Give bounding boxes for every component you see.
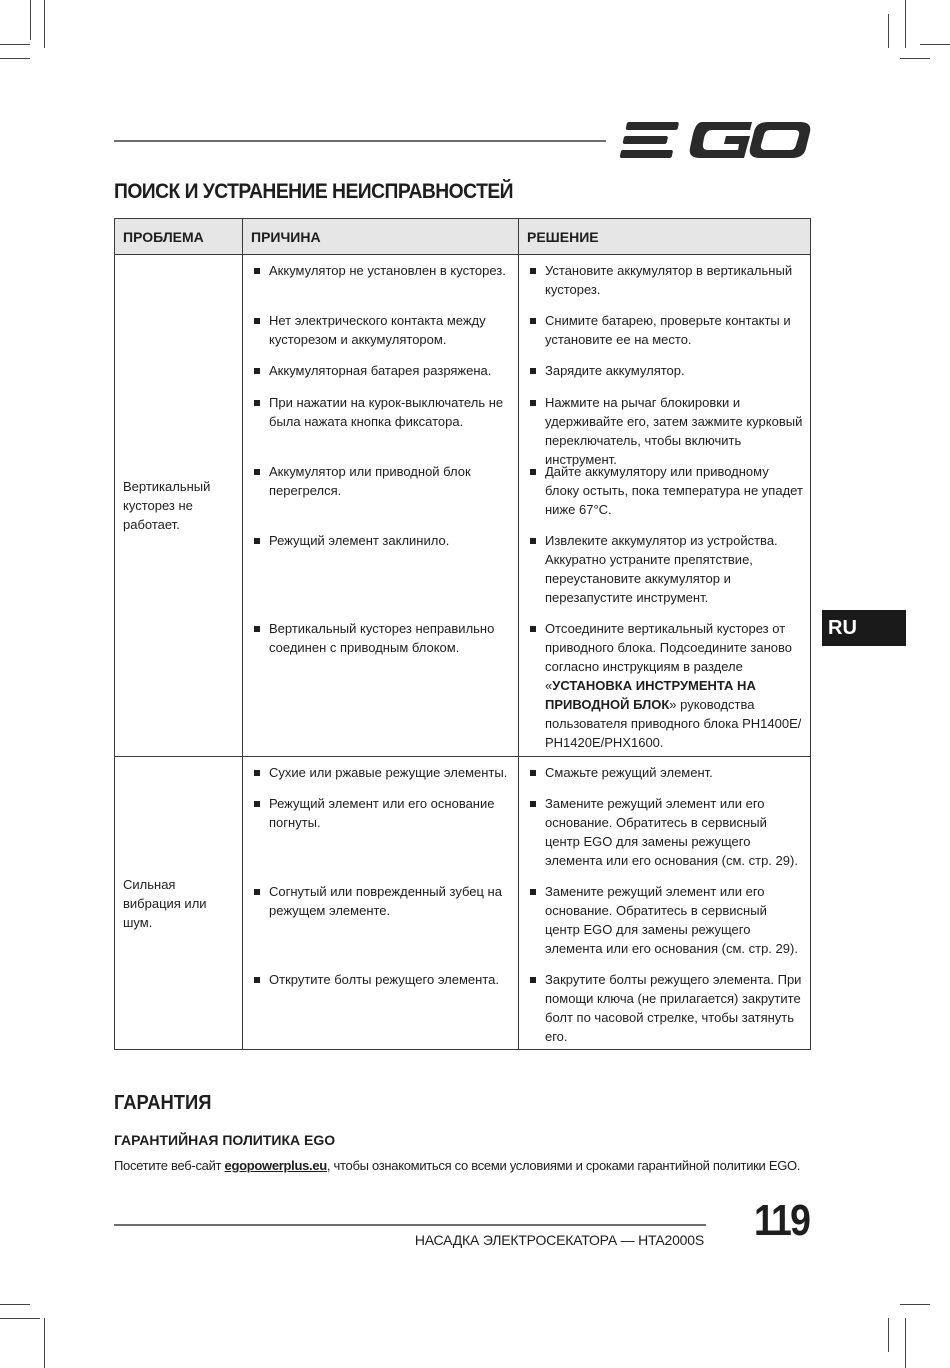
- bullet-icon: [530, 400, 536, 406]
- list-item: Снимите батарею, проверьте контакты и установите ее на место.: [519, 305, 810, 355]
- crop-mark: [0, 1304, 30, 1305]
- list-item: Зарядите аккумулятор.: [519, 355, 810, 387]
- bullet-icon: [254, 770, 260, 776]
- bullet-icon: [254, 889, 260, 895]
- bullet-icon: [254, 626, 260, 632]
- bullet-icon: [530, 268, 536, 274]
- cause-cell: [243, 757, 519, 1050]
- list-item: Режущий элемент заклинило.: [243, 525, 518, 613]
- bullet-icon: [530, 626, 536, 632]
- crop-mark: [0, 58, 30, 59]
- solution-cell: [519, 255, 811, 757]
- header-rule: [114, 140, 606, 142]
- header-solution: РЕШЕНИЕ: [519, 219, 811, 255]
- table-row: [115, 255, 811, 757]
- header-problem: ПРОБЛЕМА: [115, 219, 243, 255]
- language-tab: RU: [822, 610, 906, 646]
- solution-cell: [519, 757, 811, 1050]
- warranty-subtitle: ГАРАНТИЙНАЯ ПОЛИТИКА EGO: [114, 1132, 336, 1148]
- warranty-text: Посетите веб-сайт egopowerplus.eu, чтобы ознакомиться со всеми условиями и сроками гарантийной политики EGO.: [114, 1158, 801, 1173]
- bullet-icon: [530, 801, 536, 807]
- list-item: Извлеките аккумулятор из устройства. Аккуратно устраните препятствие, переустановите аккумулятор и перезапустите инструмент.: [519, 525, 810, 613]
- bullet-icon: [254, 801, 260, 807]
- list-item: Сухие или ржавые режущие элементы.: [243, 757, 518, 788]
- crop-mark: [44, 1318, 45, 1368]
- website-link[interactable]: egopowerplus.eu: [224, 1158, 327, 1173]
- crop-mark: [905, 0, 906, 48]
- crop-mark: [920, 44, 950, 45]
- list-item: Замените режущий элемент или его основание. Обратитесь в сервисный центр EGO для замены режущего элемента или его основания (см. стр. 29).: [519, 788, 810, 876]
- bullet-icon: [254, 469, 260, 475]
- troubleshooting-table: [114, 218, 811, 1050]
- list-item: Аккумуляторная батарея разряжена.: [243, 355, 518, 387]
- bullet-icon: [530, 770, 536, 776]
- bullet-icon: [254, 977, 260, 983]
- crop-mark: [888, 14, 889, 48]
- problem-cell: Сильная вибрация или шум.: [115, 757, 243, 1050]
- bullet-icon: [530, 977, 536, 983]
- list-item: Установите аккумулятор в вертикальный кусторез.: [519, 255, 810, 305]
- bullet-icon: [254, 268, 260, 274]
- bullet-icon: [254, 538, 260, 544]
- list-item: Аккумулятор не установлен в кусторез.: [243, 255, 518, 305]
- bullet-icon: [530, 889, 536, 895]
- crop-mark: [900, 58, 930, 59]
- bullet-icon: [530, 368, 536, 374]
- crop-mark: [0, 44, 30, 45]
- bullet-icon: [254, 318, 260, 324]
- bullet-icon: [530, 469, 536, 475]
- bullet-icon: [530, 538, 536, 544]
- bullet-icon: [254, 400, 260, 406]
- table-header-row: [115, 219, 811, 255]
- list-item: Аккумулятор или приводной блок перегрелся.: [243, 456, 518, 525]
- bullet-icon: [254, 368, 260, 374]
- footer-rule: [114, 1224, 706, 1226]
- warranty-title: ГАРАНТИЯ: [114, 1092, 212, 1114]
- list-item: Дайте аккумулятору или приводному блоку остыть, пока температура не упадет ниже 67°C.: [519, 456, 810, 525]
- table-row: [115, 757, 811, 1050]
- list-item: Согнутый или поврежденный зубец на режущем элементе.: [243, 876, 518, 964]
- list-item: Смажьте режущий элемент.: [519, 757, 810, 788]
- footer-title: НАСАДКА ЭЛЕКТРОСЕКАТОРА — HTA2000S: [414, 1232, 704, 1248]
- crop-mark: [0, 1318, 40, 1319]
- troubleshooting-title: ПОИСК И УСТРАНЕНИЕ НЕИСПРАВНОСТЕЙ: [114, 180, 514, 203]
- crop-mark: [30, 0, 31, 40]
- crop-mark: [900, 1304, 930, 1305]
- page-number: 119: [754, 1196, 810, 1245]
- ego-logo: [620, 118, 812, 162]
- list-item: Отсоедините вертикальный кусторез от приводного блока. Подсоедините заново согласно инструкциям в разделе «УСТАНОВКА ИНСТРУМЕНТА НА ПРИВОДНОЙ БЛОК» руководства пользователя приводного блока PH1400E/ PH1420E/PHX1600.: [519, 613, 810, 756]
- bullet-icon: [530, 318, 536, 324]
- list-item: Закрутите болты режущего элемента. При помощи ключа (не прилагается) закрутите болт по часовой стрелке, чтобы затянуть его.: [519, 964, 810, 1049]
- list-item: Нажмите на рычаг блокировки и удерживайте его, затем зажмите курковый переключатель, чтобы включить инструмент.: [519, 387, 810, 456]
- list-item: Нет электрического контакта между кусторезом и аккумулятором.: [243, 305, 518, 355]
- list-item: Замените режущий элемент или его основание. Обратитесь в сервисный центр EGO для замены режущего элемента или его основания (см. стр. 29).: [519, 876, 810, 964]
- crop-mark: [888, 1318, 889, 1352]
- list-item: Режущий элемент или его основание погнуты.: [243, 788, 518, 876]
- list-item: Вертикальный кусторез неправильно соединен с приводным блоком.: [243, 613, 518, 756]
- list-item: Открутите болты режущего элемента.: [243, 964, 518, 1049]
- list-item: При нажатии на курок-выключатель не была нажата кнопка фиксатора.: [243, 387, 518, 456]
- header-cause: ПРИЧИНА: [243, 219, 519, 255]
- problem-cell: Вертикальный кусторез не работает.: [115, 255, 243, 757]
- cause-cell: [243, 255, 519, 757]
- crop-mark: [905, 1318, 906, 1368]
- crop-mark: [44, 0, 45, 48]
